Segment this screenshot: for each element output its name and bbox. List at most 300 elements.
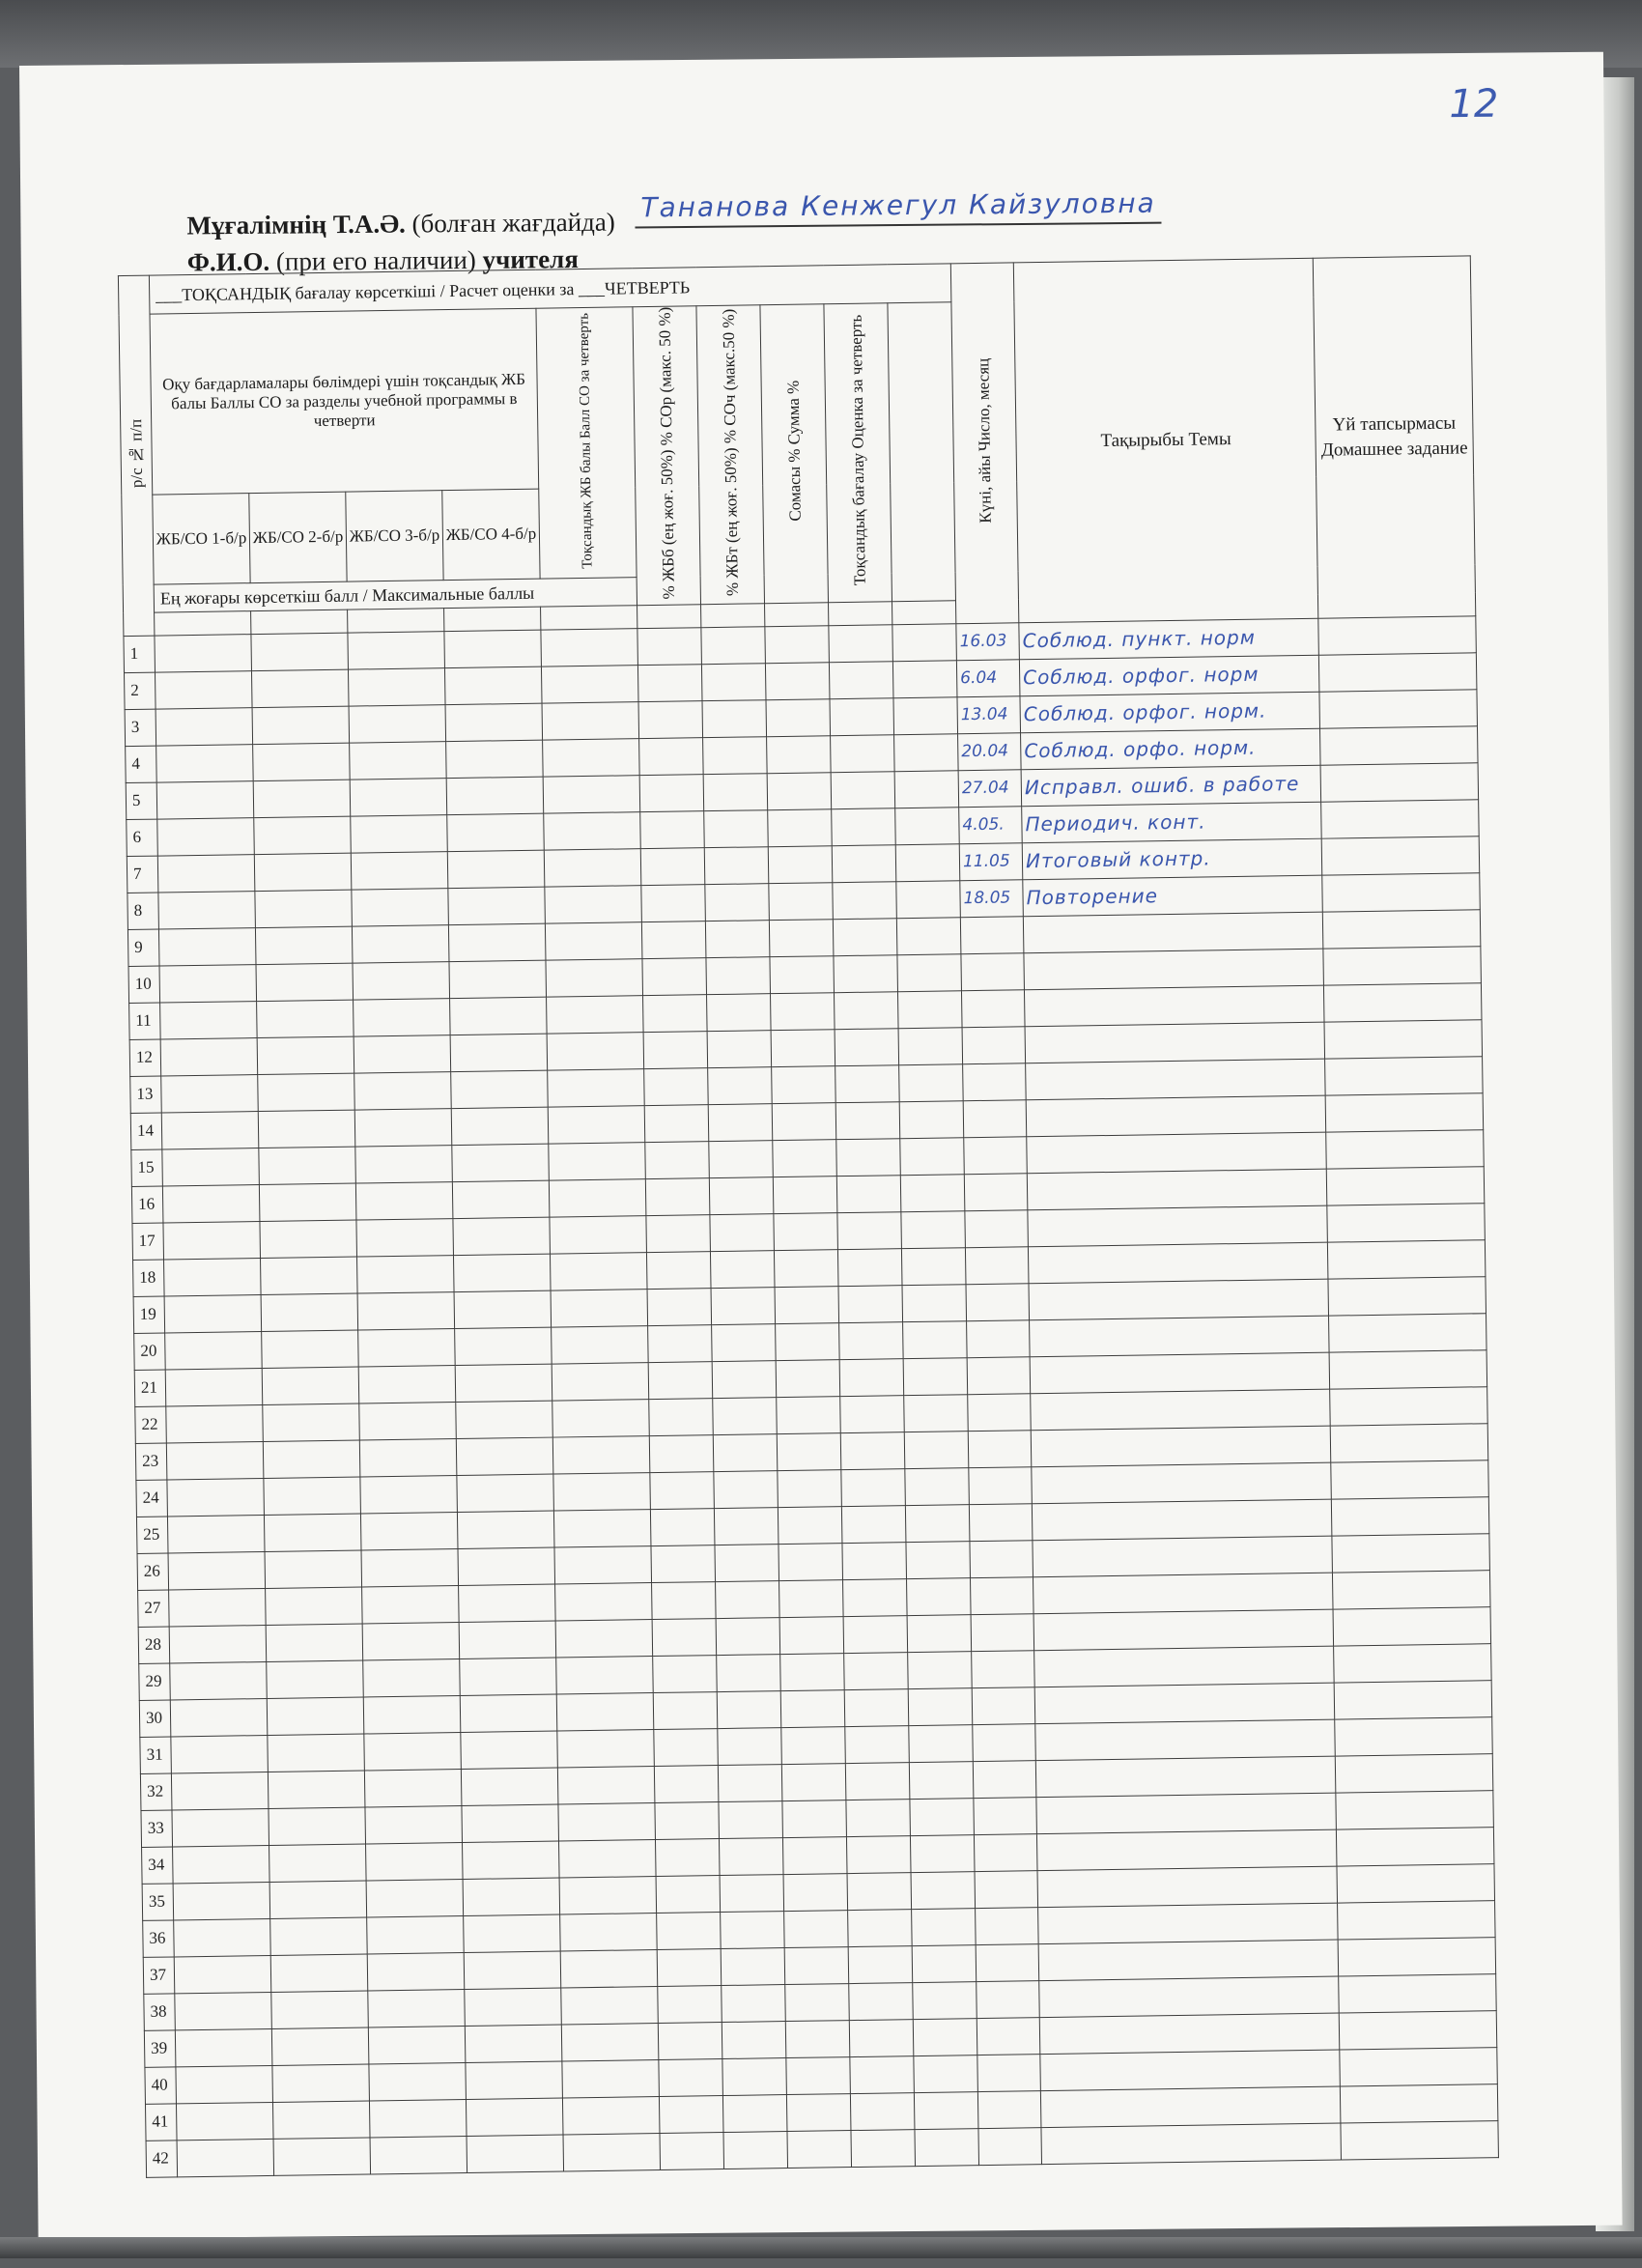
row-number: 1 xyxy=(124,636,156,672)
lesson-date: 11.05 xyxy=(959,843,1023,881)
lesson-date xyxy=(969,1504,1033,1542)
grade-cell xyxy=(786,2056,851,2094)
grade-cell xyxy=(547,1032,644,1069)
page-number: 12 xyxy=(1449,81,1499,128)
grade-cell xyxy=(269,1844,367,1882)
grade-cell xyxy=(655,1801,720,1839)
grade-cell xyxy=(719,1800,783,1838)
homework-cell xyxy=(1320,726,1479,765)
grade-cell xyxy=(464,1951,561,1989)
lesson-topic xyxy=(1030,1352,1330,1394)
grade-cell xyxy=(464,1914,561,1952)
lesson-topic xyxy=(1027,1169,1327,1210)
grade-cell xyxy=(771,993,835,1031)
homework-cell xyxy=(1333,1607,1491,1646)
grade-cell xyxy=(712,1323,777,1361)
grade-cell xyxy=(701,664,766,701)
homework-cell xyxy=(1332,1571,1490,1609)
max-score-cell xyxy=(829,602,892,626)
grade-cell xyxy=(454,1290,552,1328)
lesson-topic xyxy=(1039,1976,1340,2018)
grade-cell xyxy=(657,1912,722,1949)
grade-cell xyxy=(355,1181,453,1219)
lesson-date xyxy=(968,1394,1032,1432)
grade-cell xyxy=(162,1184,260,1222)
homework-cell xyxy=(1326,1130,1485,1169)
grade-cell xyxy=(836,1176,901,1213)
grade-cell xyxy=(906,1541,971,1578)
grade-cell xyxy=(721,1947,785,1985)
row-number: 26 xyxy=(137,1553,169,1590)
grade-cell xyxy=(563,2133,661,2170)
section-2-header: ЖБ/СО 2-б/р xyxy=(249,492,347,583)
max-score-cell xyxy=(765,603,829,627)
grade-cell xyxy=(354,1108,452,1146)
grade-cell xyxy=(544,848,641,886)
grade-cell xyxy=(453,1217,551,1255)
lesson-date xyxy=(961,953,1025,991)
homework-cell xyxy=(1329,1314,1487,1352)
lesson-date xyxy=(974,1797,1037,1834)
section-1-header: ЖБ/СО 1-б/р xyxy=(153,493,250,584)
grade-cell xyxy=(354,1035,451,1072)
row-number: 6 xyxy=(127,819,158,856)
grade-cell xyxy=(903,1321,968,1359)
grade-cell xyxy=(648,1361,713,1399)
grade-cell xyxy=(561,2023,659,2060)
grade-cell xyxy=(843,1578,908,1616)
homework-cell xyxy=(1341,2120,1499,2159)
lesson-date xyxy=(977,2054,1041,2091)
grade-cell xyxy=(562,2059,660,2097)
grade-cell xyxy=(640,847,705,885)
row-number: 8 xyxy=(127,893,159,929)
lesson-topic xyxy=(1033,1573,1334,1614)
grade-cell xyxy=(156,744,254,781)
lesson-topic xyxy=(1032,1499,1332,1541)
grade-cell xyxy=(658,2022,722,2059)
row-number: 15 xyxy=(131,1149,163,1186)
grade-cell xyxy=(660,2132,724,2169)
grade-cell xyxy=(356,1255,454,1292)
grade-cell xyxy=(649,1398,714,1435)
pct-sor-header: % ЖБб (ең жоғ. 50%) % СОр (макс. 50 %) xyxy=(633,306,701,606)
grade-cell xyxy=(363,1658,461,1696)
grade-cell xyxy=(708,1103,773,1141)
grade-cell xyxy=(914,2055,978,2092)
row-number: 41 xyxy=(145,2104,177,2140)
grade-cell xyxy=(348,631,445,668)
lesson-date xyxy=(967,1320,1031,1358)
grade-cell xyxy=(767,773,832,810)
grade-cell xyxy=(259,1183,356,1221)
grade-cell xyxy=(558,1802,656,1840)
grade-table xyxy=(118,255,1499,2177)
grade-cell xyxy=(556,1656,654,1693)
grade-cell xyxy=(639,774,704,811)
grade-cell xyxy=(655,1838,720,1876)
grade-cell xyxy=(262,1330,359,1368)
lesson-topic xyxy=(1033,1536,1333,1577)
grade-cell xyxy=(641,921,706,958)
grade-cell xyxy=(766,699,831,737)
grade-cell xyxy=(452,1180,550,1218)
row-number: 14 xyxy=(130,1113,162,1149)
lesson-date: 27.04 xyxy=(958,770,1022,808)
homework-cell xyxy=(1331,1460,1489,1499)
homework-cell xyxy=(1322,910,1481,949)
journal-page xyxy=(19,52,1623,2239)
grade-cell xyxy=(642,957,707,995)
row-number: 31 xyxy=(140,1737,172,1773)
grade-cell xyxy=(173,1845,270,1883)
row-number: 40 xyxy=(145,2067,177,2104)
grade-cell xyxy=(787,2130,852,2168)
grade-cell xyxy=(457,1474,554,1512)
row-number: 36 xyxy=(143,1920,175,1957)
grade-cell xyxy=(773,1176,837,1213)
grade-cell xyxy=(559,1876,657,1914)
grade-cell xyxy=(782,1800,847,1837)
grade-cell xyxy=(777,1396,841,1433)
grade-cell xyxy=(369,2062,467,2100)
row-number: 20 xyxy=(134,1333,166,1370)
homework-cell xyxy=(1335,1716,1493,1755)
grade-cell xyxy=(844,1652,909,1689)
grade-cell xyxy=(453,1254,551,1291)
lesson-topic xyxy=(1024,949,1324,990)
grade-cell xyxy=(362,1622,460,1659)
grade-cell xyxy=(161,1111,259,1148)
grade-cell xyxy=(902,1285,967,1322)
grade-cell xyxy=(786,2093,851,2131)
lesson-topic: Итоговый контр. xyxy=(1022,838,1322,880)
grade-cell xyxy=(640,810,705,848)
homework-cell xyxy=(1318,616,1477,655)
lesson-topic xyxy=(1023,912,1323,953)
grade-cell xyxy=(905,1504,970,1542)
row-number: 30 xyxy=(139,1700,171,1737)
grade-cell xyxy=(561,1986,659,2024)
homework-cell xyxy=(1338,1900,1496,1939)
grade-cell xyxy=(765,663,830,700)
lesson-date xyxy=(969,1467,1033,1505)
grade-cell xyxy=(830,698,894,736)
grade-cell xyxy=(261,1257,358,1294)
lesson-topic xyxy=(1037,1866,1338,1908)
grade-cell xyxy=(835,1065,900,1103)
teacher-label-kz: Мұғалімнің Т.А.Ә. xyxy=(186,209,406,241)
row-number: 9 xyxy=(127,929,159,966)
max-score-cell xyxy=(637,605,701,629)
grade-table-wrapper xyxy=(118,255,1499,2267)
max-scores-header: Ең жоғары көрсеткіш балл / Максимальные баллы xyxy=(154,578,637,612)
homework-cell xyxy=(1328,1277,1486,1316)
grade-cell xyxy=(557,1766,655,1803)
grade-cell xyxy=(259,1147,356,1184)
lesson-date xyxy=(965,1247,1029,1285)
lesson-date xyxy=(962,990,1026,1028)
homework-cell xyxy=(1332,1534,1490,1573)
grade-cell xyxy=(271,1991,369,2028)
grade-cell xyxy=(706,956,771,994)
lesson-topic xyxy=(1025,1022,1325,1063)
grade-cell xyxy=(904,1395,969,1432)
grade-cell xyxy=(780,1689,845,1727)
grade-cell xyxy=(769,883,834,921)
teacher-name: Тананова Кенжегул Кайзуловна xyxy=(635,187,1162,229)
homework-cell xyxy=(1325,1093,1484,1132)
grade-cell xyxy=(266,1624,363,1661)
grade-cell xyxy=(844,1688,909,1726)
max-score-cell xyxy=(444,607,541,631)
grade-cell xyxy=(834,992,898,1030)
row-number: 25 xyxy=(136,1517,168,1553)
grade-cell xyxy=(452,1144,550,1181)
grade-cell xyxy=(543,738,640,776)
grade-cell xyxy=(549,1178,646,1216)
grade-cell xyxy=(272,2064,370,2102)
grade-cell xyxy=(833,882,897,920)
grade-cell xyxy=(170,1698,268,1736)
grade-cell xyxy=(785,2020,850,2057)
grade-cell xyxy=(271,2027,369,2065)
grade-cell xyxy=(771,1030,835,1067)
row-number: 38 xyxy=(144,1994,176,2030)
lesson-date xyxy=(968,1431,1032,1468)
grade-cell xyxy=(652,1581,717,1619)
grade-cell xyxy=(556,1692,654,1730)
grade-cell xyxy=(903,1358,968,1396)
grade-cell xyxy=(650,1471,715,1509)
grade-cell xyxy=(363,1695,461,1733)
grade-cell xyxy=(158,927,256,965)
grade-cell xyxy=(909,1761,974,1799)
grade-cell xyxy=(253,780,351,817)
grade-cell xyxy=(354,998,451,1035)
grade-cell xyxy=(351,814,448,852)
grade-cell xyxy=(353,961,450,999)
grade-cell xyxy=(355,1145,453,1182)
grade-cell xyxy=(264,1514,361,1551)
grade-cell xyxy=(895,808,960,845)
lesson-topic xyxy=(1036,1829,1337,1871)
row-number: 32 xyxy=(140,1773,172,1810)
homework-cell xyxy=(1330,1424,1488,1462)
grade-cell xyxy=(252,706,350,744)
lesson-date xyxy=(967,1357,1031,1395)
grade-cell xyxy=(709,1177,774,1214)
grade-cell xyxy=(900,1138,965,1176)
grade-cell xyxy=(466,2061,563,2099)
grade-cell xyxy=(365,1805,463,1843)
grade-cell xyxy=(899,1101,964,1139)
grade-cell xyxy=(901,1211,966,1249)
grade-cell xyxy=(770,956,835,994)
grade-cell xyxy=(269,1807,366,1845)
grade-cell xyxy=(176,2102,273,2140)
grade-cell xyxy=(714,1507,779,1545)
row-number: 37 xyxy=(143,1957,175,1994)
lesson-date xyxy=(972,1687,1035,1725)
grade-cell xyxy=(779,1616,844,1654)
row-number: 22 xyxy=(135,1406,167,1443)
lesson-date xyxy=(966,1284,1030,1321)
date-header: Күні, айы Число, месяц xyxy=(950,263,1019,624)
grade-cell xyxy=(722,2021,786,2058)
row-number: 3 xyxy=(125,709,156,746)
grade-cell xyxy=(645,1141,710,1178)
grade-cell xyxy=(166,1441,264,1479)
grade-cell xyxy=(462,1804,559,1842)
grade-cell xyxy=(360,1512,458,1549)
grade-cell xyxy=(257,1036,354,1074)
grade-cell xyxy=(910,1798,975,1835)
lesson-topic xyxy=(1031,1389,1331,1431)
grade-cell xyxy=(261,1293,358,1331)
grade-cell xyxy=(701,627,766,665)
lesson-topic: Исправл. ошиб. в работе xyxy=(1021,765,1321,807)
grade-cell xyxy=(644,1104,709,1142)
grade-cell xyxy=(899,1064,964,1102)
homework-cell xyxy=(1336,1790,1494,1829)
quarter-grade-header: Тоқсандық бағалау Оценка за четверть xyxy=(824,303,892,603)
grade-cell xyxy=(713,1397,778,1434)
grade-cell xyxy=(552,1435,650,1473)
grade-cell xyxy=(361,1548,459,1586)
lesson-topic xyxy=(1029,1279,1329,1320)
grade-cell xyxy=(164,1258,262,1295)
grade-cell xyxy=(366,1842,464,1880)
grade-cell xyxy=(157,817,255,855)
grade-cell xyxy=(444,630,542,667)
grade-cell xyxy=(172,1808,269,1846)
grade-cell xyxy=(707,993,772,1031)
row-number: 11 xyxy=(129,1003,161,1039)
lesson-date xyxy=(978,2127,1042,2165)
lesson-date xyxy=(963,1100,1027,1138)
grade-cell xyxy=(448,887,546,924)
grade-cell xyxy=(785,1983,850,2021)
grade-cell xyxy=(705,884,770,921)
grade-cell xyxy=(445,703,543,741)
grade-cell xyxy=(717,1654,781,1691)
grade-cell xyxy=(647,1288,712,1325)
grade-cell xyxy=(833,919,897,956)
teacher-note-ru: (при его наличии) xyxy=(275,244,476,276)
grade-cell xyxy=(448,923,546,961)
lesson-date: 13.04 xyxy=(957,696,1021,734)
grade-cell xyxy=(840,1395,905,1432)
lesson-topic: Соблюд. орфог. норм. xyxy=(1020,692,1320,733)
grade-cell xyxy=(176,2065,273,2103)
grade-cell xyxy=(651,1545,716,1582)
grade-cell xyxy=(913,1981,977,2019)
grade-cell xyxy=(772,1066,836,1104)
lesson-topic xyxy=(1025,985,1325,1027)
grade-cell xyxy=(258,1110,355,1148)
grade-cell xyxy=(163,1221,261,1259)
lesson-date: 4.05. xyxy=(959,807,1023,844)
grade-cell xyxy=(463,1841,560,1879)
homework-cell xyxy=(1321,800,1480,838)
homework-cell xyxy=(1322,873,1481,912)
grade-cell xyxy=(460,1694,557,1732)
grade-cell xyxy=(645,1177,710,1215)
grade-cell xyxy=(710,1250,775,1288)
grade-cell xyxy=(840,1432,905,1469)
grade-cell xyxy=(653,1655,718,1692)
teacher-note-kz: (болған жағдайда) xyxy=(411,207,615,239)
grade-cell xyxy=(705,920,770,957)
grade-cell xyxy=(555,1619,653,1657)
lesson-topic xyxy=(1027,1132,1327,1174)
lesson-topic: Соблюд. орфо. норм. xyxy=(1021,728,1321,770)
grade-cell xyxy=(908,1651,973,1688)
grade-cell xyxy=(165,1331,263,1369)
homework-cell xyxy=(1338,1937,1496,1975)
grade-cell xyxy=(273,2138,371,2175)
grade-cell xyxy=(784,1946,849,1984)
grade-cell xyxy=(368,1989,466,2027)
lesson-topic xyxy=(1032,1462,1332,1504)
grade-cell xyxy=(156,707,253,745)
grade-cell xyxy=(850,2092,915,2130)
lesson-date xyxy=(976,1907,1039,1944)
grade-cell xyxy=(659,2058,723,2096)
grade-cell xyxy=(656,1875,721,1913)
grade-cell xyxy=(643,994,708,1032)
grade-cell xyxy=(835,1102,900,1140)
grade-cell xyxy=(369,2099,467,2137)
lesson-date xyxy=(963,1063,1027,1101)
grade-cell xyxy=(546,958,643,996)
grade-cell xyxy=(768,809,833,847)
grade-cell xyxy=(362,1585,460,1623)
homework-cell xyxy=(1339,1973,1497,2012)
grade-cell xyxy=(157,854,255,892)
grade-cell xyxy=(708,1066,773,1104)
grade-cell xyxy=(446,777,544,814)
grade-cell xyxy=(895,844,960,882)
grade-cell xyxy=(258,1073,355,1111)
row-number: 33 xyxy=(141,1810,173,1847)
grade-cell xyxy=(552,1325,649,1363)
lesson-topic xyxy=(1026,1059,1326,1100)
grade-cell xyxy=(254,816,352,854)
grade-cell xyxy=(776,1322,840,1360)
row-number: 34 xyxy=(142,1847,174,1884)
homework-cell xyxy=(1320,763,1479,802)
lesson-topic xyxy=(1038,1903,1339,1944)
lesson-date xyxy=(975,1870,1038,1908)
teacher-label-ru: Ф.И.О. xyxy=(186,246,270,277)
grade-cell xyxy=(444,666,542,704)
grade-cell xyxy=(712,1360,777,1398)
lesson-date: 16.03 xyxy=(956,623,1020,661)
grade-cell xyxy=(714,1470,779,1508)
homework-cell xyxy=(1323,947,1482,985)
homework-cell xyxy=(1339,2010,1497,2049)
grade-cell xyxy=(643,1031,708,1068)
grade-cell xyxy=(367,1952,465,1990)
grade-cell xyxy=(446,740,544,778)
grade-cell xyxy=(255,890,353,927)
grade-cell xyxy=(848,1909,913,1946)
grade-cell xyxy=(912,1944,977,1982)
lesson-topic xyxy=(1035,1719,1336,1761)
lesson-topic xyxy=(1040,2050,1341,2091)
